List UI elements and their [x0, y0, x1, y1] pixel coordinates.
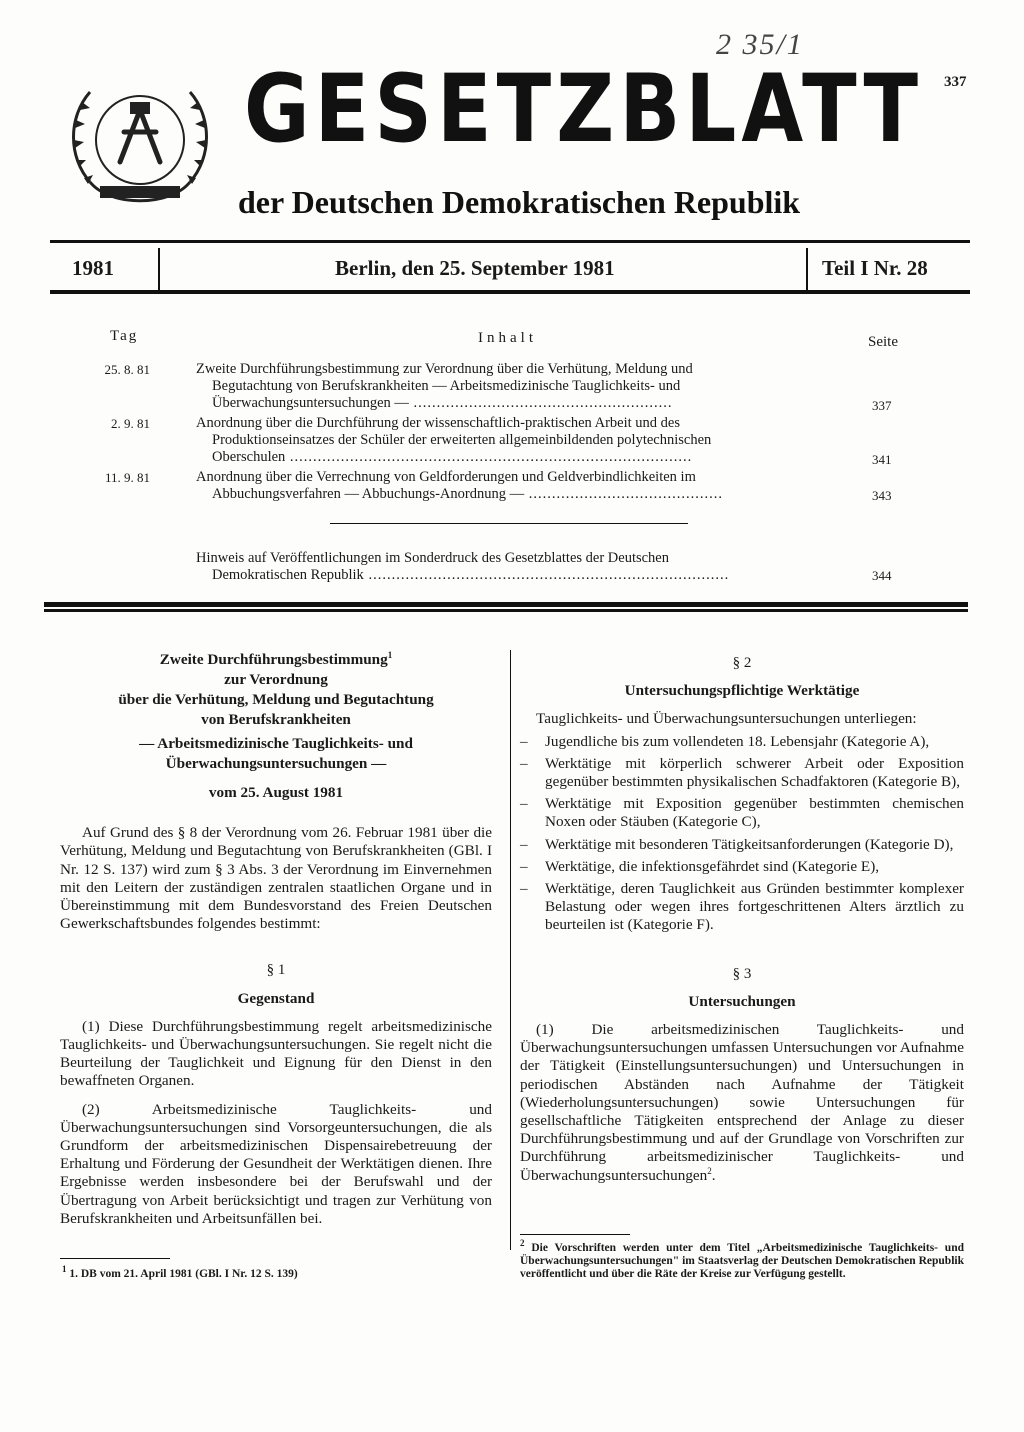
- regulation-title-line: von Berufskrankheiten: [201, 711, 351, 728]
- section-title: Gegenstand: [237, 989, 315, 1007]
- masthead-subtitle: der Deutschen Demokratischen Republik: [238, 184, 801, 220]
- regulation-title-line: zur Verordnung: [224, 671, 328, 688]
- list-item: – Werktätige, die infektionsgefährdet sind (Kategorie E),: [520, 858, 964, 876]
- toc-entry-date: 25. 8. 81: [104, 362, 150, 377]
- section-title: Untersuchungspflichtige Werktätige: [624, 682, 860, 700]
- toc-col-page: Seite: [868, 334, 898, 350]
- toc-col-day: Tag: [110, 328, 139, 344]
- issue-year: 1981: [72, 256, 114, 280]
- masthead-title: GESETZBLATT: [244, 55, 924, 164]
- toc-entry-line: Überwachungsuntersuchungen —: [212, 395, 409, 411]
- toc-entry-line: Zweite Durchführungsbestimmung zur Verordnung über die Verhütung, Meldung und: [196, 361, 693, 377]
- regulation-title-line: — Arbeitsmedizinische Tauglichkeits- und: [139, 735, 413, 752]
- toc-entry-line: Anordnung über die Verrechnung von Geldforderungen und Geldverbindlichkeiten im: [196, 469, 696, 485]
- paragraph: (1) Die arbeitsmedizinischen Tauglichkeits- und Überwachungsuntersuchungen umfassen Untersuchungen vor Aufnahme der Tätigkeit (Einstellungsuntersuchungen) und Untersuchungen in periodischen Abständen nach Aufnahme der Tätigkeit (Wiederholungsuntersuchungen) sowie Untersuchungen für gesellschaftliche Tätigkeiten entsprechend der Anlage zu dieser Durchführungsbestimmung und auf der Grundlage von Vorschriften zur Durchführung arbeitsmedizinischer Tauglichkeits- und Überwachungsuntersuchungen$^2$.: [520, 1021, 964, 1184]
- section-sign: § 3: [732, 965, 752, 982]
- section-title: Untersuchungen: [688, 992, 796, 1010]
- toc-entry-line: Produktionseinsatzes der Schüler der erweiterten allgemeinbildenden polytechnischen: [212, 432, 712, 448]
- regulation-title: [60, 650, 492, 774]
- column-divider: [510, 650, 511, 1250]
- right-column: [520, 654, 964, 1185]
- toc-entry-line: Anordnung über die Durchführung der wissenschaftlich-praktischen Arbeit und des: [196, 415, 681, 431]
- issue-bar-bottom-rule: [50, 290, 970, 294]
- toc-entry: Anordnung über die Durchführung der wissenschaftlich-praktischen Arbeit und des Produktionseinsatzes der Schüler der erweiterten allgemeinbildenden polytechnischen Oberschulen .......................................................................................: [196, 415, 836, 466]
- regulation-date: vom 25. August 1981: [208, 784, 344, 801]
- toc-entry-page: 337: [872, 398, 892, 413]
- footnote-mark: 2: [707, 1165, 712, 1176]
- toc-notice: Hinweis auf Veröffentlichungen im Sonderdruck des Gesetzblattes der Deutschen Demokratischen Republik ..............................................................................: [196, 550, 836, 584]
- state-emblem-icon: [60, 62, 220, 222]
- footnote-mark: 1: [387, 649, 393, 660]
- paragraph: (1) Diese Durchführungsbestimmung regelt arbeitsmedizinische Tauglichkeits- und Überwachungsuntersuchungen. Sie regelt nicht die Beurteilung der Tauglichkeit und Eignung für den Dienst in den bewaffneten Organen.: [60, 1017, 492, 1090]
- section-sign: § 2: [732, 655, 752, 671]
- toc-notice-line: Demokratischen Republik: [212, 567, 364, 583]
- paragraph: (2) Arbeitsmedizinische Tauglichkeits- und Überwachungsuntersuchungen sind Vorsorgeuntersuchungen, die als Grundform der arbeitsmedizinischen Dispensairebetreuung der Erhaltung und Förderung der Gesundheit der Werktätigen dienen. Ihre Ergebnisse werden insbesondere bei der Berufswahl und der Übertragung von Arbeit berücksichtigt und tragen zur Verhütung von Berufskrankheiten und Arbeitsunfällen bei.: [60, 1100, 492, 1227]
- toc-col-content: Inhalt: [478, 330, 537, 346]
- footnote: [520, 1238, 964, 1281]
- paragraph: Tauglichkeits- und Überwachungsuntersuchungen unterliegen:: [536, 710, 917, 728]
- list-item: – Werktätige mit körperlich schwerer Arbeit oder Exposition gegenüber bestimmten physikalischen Schadfaktoren (Kategorie B),: [520, 755, 964, 791]
- toc-entry-date: 11. 9. 81: [104, 470, 150, 485]
- section-rule: [44, 609, 968, 612]
- section-sign: § 1: [266, 962, 286, 979]
- issue-bar-separator: [806, 248, 808, 290]
- toc-entry-date: 2. 9. 81: [111, 416, 150, 431]
- toc-entry: Zweite Durchführungsbestimmung zur Verordnung über die Verhütung, Meldung und Begutachtung von Berufskrankheiten — Arbeitsmedizinische Tauglichkeits- und Überwachungsuntersuchungen — ........................................................: [196, 361, 836, 412]
- list-item: – Werktätige, deren Tauglichkeit aus Gründen bestimmter komplexer Belastung oder wegen ihres fortgeschrittenen Alters ärztlich zu beurteilen ist (Kategorie F).: [520, 880, 964, 935]
- footnote-rule: [60, 1258, 170, 1259]
- toc-entry-page: 343: [872, 488, 892, 503]
- footnote-mark: 1: [62, 1264, 67, 1275]
- toc-entry-line: Begutachtung von Berufskrankheiten — Arbeitsmedizinische Tauglichkeits- und: [212, 378, 681, 394]
- issue-part: Teil I Nr. 28: [822, 256, 928, 280]
- footnote-rule: [520, 1234, 630, 1235]
- toc-entry-line: Oberschulen: [212, 449, 286, 465]
- toc-entry-line: Abbuchungsverfahren — Abbuchungs-Anordnung —: [212, 486, 525, 502]
- handwritten-note: 2 35/1: [716, 28, 804, 61]
- list-item: – Werktätige mit Exposition gegenüber bestimmten chemischen Noxen oder Stäuben (Kategorie C),: [520, 795, 964, 831]
- toc-notice-page: 344: [872, 568, 892, 583]
- paragraph-text: (1) Die arbeitsmedizinischen Tauglichkeits- und Überwachungsuntersuchungen umfassen Untersuchungen vor Aufnahme der Tätigkeit (Einstellungsuntersuchungen) und Untersuchungen in periodischen Abständen nach Aufnahme der Tätigkeit (Wiederholungsuntersuchungen) sowie Untersuchungen für gesellschaftliche Tätigkeiten entsprechend der Anlage zu dieser Durchführungsbestimmung und auf der Grundlage von Vorschriften zur Durchführung arbeitsmedizinischer Tauglichkeits- und Überwachungsuntersuchungen: [520, 1021, 964, 1184]
- page-number: 337: [944, 74, 967, 90]
- footnote-text: Die Vorschriften werden unter dem Titel „Arbeitsmedizinische Tauglichkeits- und Überwachungsuntersuchungen" im Staatsverlag der Deutschen Demokratischen Republik veröffentlicht und über die Räte der Kreise zur Verfügung gestellt.: [520, 1242, 964, 1280]
- toc-entry-page: 341: [872, 452, 892, 467]
- footnote-text: 1. DB vom 21. April 1981 (GBl. I Nr. 12 S. 139): [69, 1268, 298, 1280]
- regulation-title-line: Zweite Durchführungsbestimmung: [159, 651, 388, 668]
- section-rule: [44, 602, 968, 607]
- list-item: – Werktätige mit besonderen Tätigkeitsanforderungen (Kategorie D),: [520, 836, 964, 854]
- issue-bar: [50, 240, 970, 294]
- issue-bar-separator: [158, 248, 160, 290]
- toc-divider: [330, 523, 688, 524]
- toc-entry: Anordnung über die Verrechnung von Geldforderungen und Geldverbindlichkeiten im Abbuchungsverfahren — Abbuchungs-Anordnung — ..........................................: [196, 469, 836, 503]
- regulation-title-line: Überwachungsuntersuchungen —: [165, 755, 387, 772]
- issue-date: Berlin, den 25. September 1981: [335, 256, 615, 280]
- left-column: [60, 650, 492, 1228]
- intro-paragraph: Auf Grund des § 8 der Verordnung vom 26. Februar 1981 über die Verhütung, Meldung und Begutachtung von Berufskrankheiten (GBl. I Nr. 12 S. 137) wird zum § 3 Abs. 3 der Verordnung im Einvernehmen mit den Leitern der zuständigen zentralen staatlichen Organe und in Übereinstimmung mit dem Bundesvorstand des Freien Deutschen Gewerkschaftsbundes folgendes bestimmt:: [60, 824, 492, 933]
- toc-notice-line: Hinweis auf Veröffentlichungen im Sonderdruck des Gesetzblattes der Deutschen: [196, 550, 669, 566]
- footnote: [62, 1264, 492, 1281]
- regulation-title-line: über die Verhütung, Meldung und Begutachtung: [118, 691, 434, 708]
- list-item: – Jugendliche bis zum vollendeten 18. Lebensjahr (Kategorie A),: [520, 733, 964, 751]
- footnote-mark: 2: [520, 1238, 525, 1249]
